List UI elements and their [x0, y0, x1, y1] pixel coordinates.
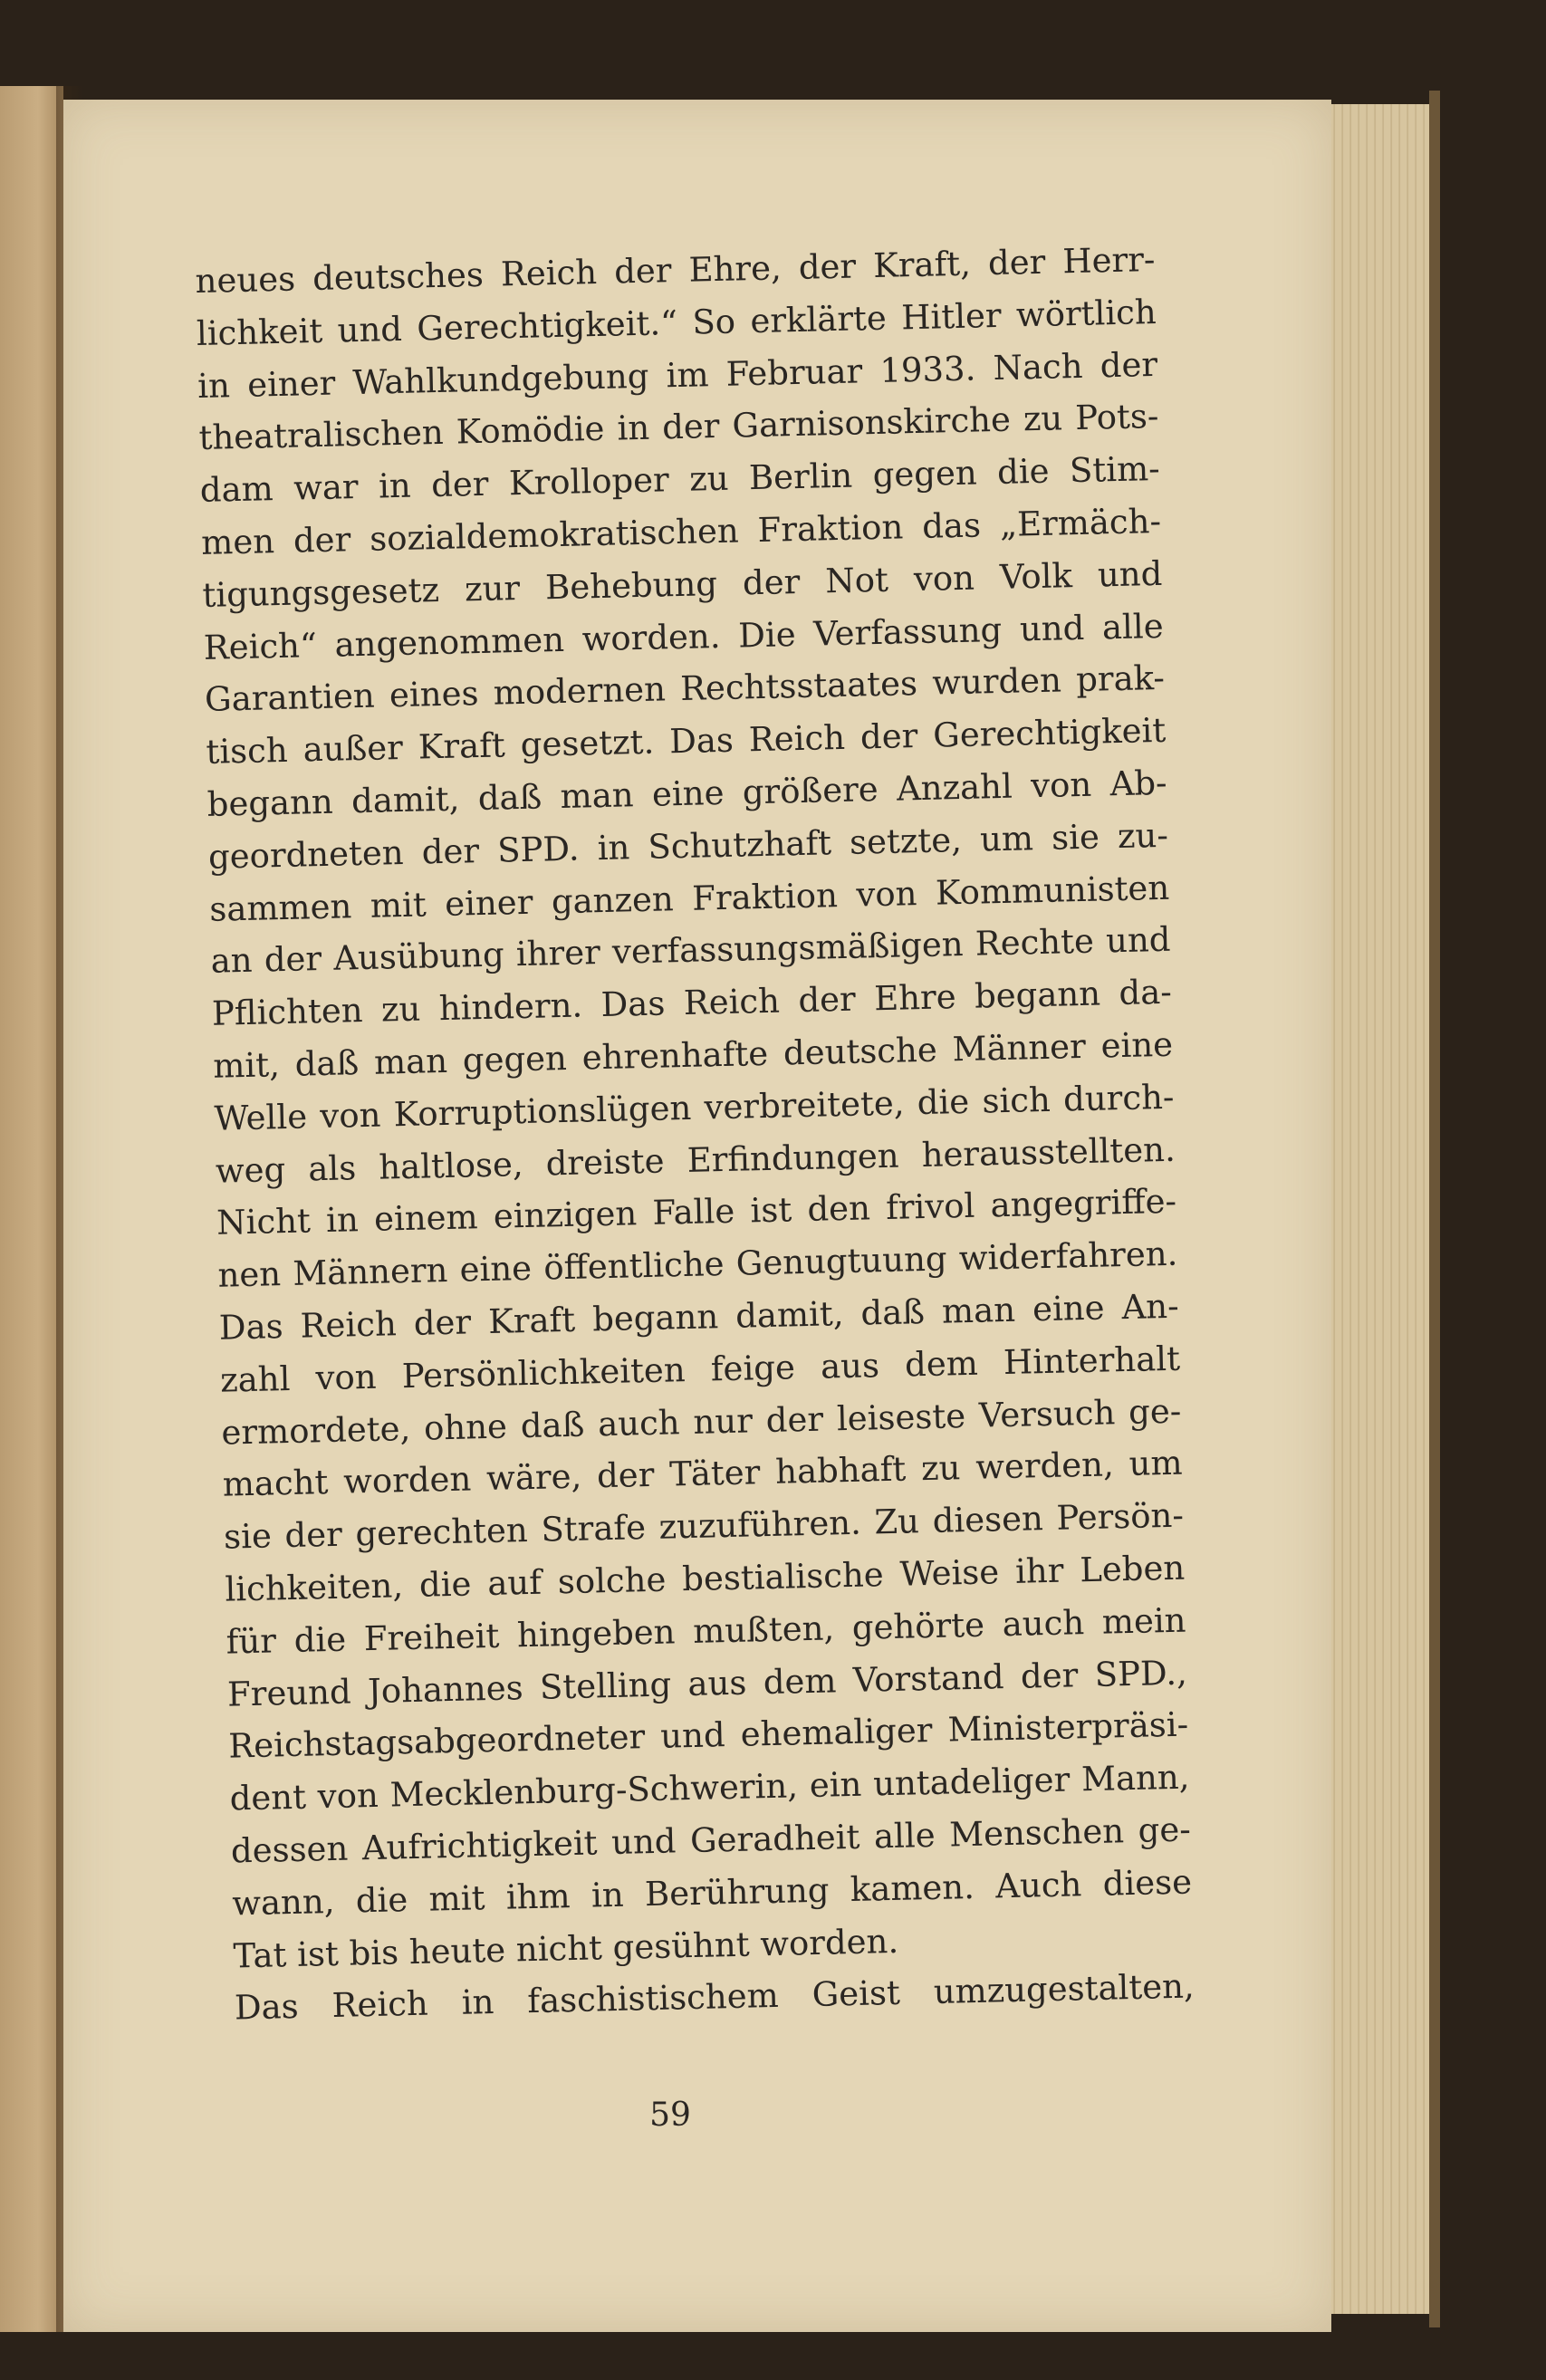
- text-line: men der sozialdemokratischen Fraktion das „Ermäch-: [200, 501, 1162, 562]
- text-line: an der Ausübung ihrer verfassungsmäßigen Rechte und: [210, 920, 1171, 982]
- text-line: Pflichten zu hindern. Das Reich der Ehre begann da-: [211, 972, 1173, 1033]
- text-line: Das Reich in faschistischem Geist umzugestalten,: [234, 1966, 1196, 2028]
- text-line: weg als haltlose, dreiste Erfindungen herausstellten.: [215, 1129, 1176, 1191]
- text-line: dent von Mecklenburg-Schwerin, ein untadeliger Mann,: [229, 1757, 1190, 1819]
- body-text: [195, 234, 1195, 2035]
- text-line: Freund Johannes Stelling aus dem Vorstand der SPD.,: [226, 1653, 1188, 1714]
- text-line: nen Männern eine öffentliche Genugtuung widerfahren.: [217, 1233, 1178, 1295]
- text-line: ermordete, ohne daß auch nur der leiseste Versuch ge-: [221, 1391, 1182, 1453]
- text-line: begann damit, daß man eine größere Anzahl von Ab-: [206, 763, 1167, 824]
- text-line: Das Reich der Kraft begann damit, daß man eine An-: [218, 1286, 1180, 1348]
- cover-edge: [1429, 91, 1440, 2327]
- text-line: sammen mit einer ganzen Fraktion von Kommunisten: [208, 868, 1170, 929]
- text-line: dessen Aufrichtigkeit und Geradheit alle Menschen ge-: [230, 1809, 1192, 1871]
- text-line: lichkeit und Gerechtigkeit.“ So erklärte Hitler wörtlich: [196, 292, 1157, 353]
- text-line: mit, daß man gegen ehrenhafte deutsche Männer eine: [212, 1024, 1174, 1086]
- text-line: Tat ist bis heute nicht gesühnt worden.: [233, 1921, 899, 1976]
- text-line: Reichstagsabgeordneter und ehemaliger Ministerpräsi-: [227, 1704, 1189, 1766]
- page-number: 59: [649, 2097, 691, 2134]
- left-page-edge: [0, 86, 63, 2332]
- text-line: wann, die mit ihm in Berührung kamen. Auch diese: [231, 1862, 1193, 1924]
- text-line: geordneten der SPD. in Schutzhaft setzte, um sie zu-: [207, 815, 1169, 877]
- text-line: zahl von Persönlichkeiten feige aus dem Hinterhalt: [219, 1339, 1181, 1400]
- text-line: für die Freiheit hingeben mußten, gehörte auch mein: [226, 1600, 1186, 1662]
- text-line: tigungsgesetz zur Behebung der Not von Volk und: [202, 553, 1163, 615]
- text-line: dam war in der Krolloper zu Berlin gegen die Stim-: [199, 449, 1161, 511]
- text-line: Reich“ angenommen worden. Die Verfassung und alle: [203, 606, 1165, 667]
- text-line: macht worden wäre, der Täter habhaft zu werden, um: [222, 1443, 1184, 1504]
- text-line: tisch außer Kraft gesetzt. Das Reich der Gerechtigkeit: [205, 710, 1167, 773]
- text-line: Welle von Korruptionslügen verbreitete, die sich durch-: [214, 1077, 1175, 1138]
- text-line: theatralischen Komödie in der Garnisonskirche zu Pots-: [198, 397, 1159, 458]
- text-line: sie der gerechten Strafe zuzuführen. Zu diesen Persön-: [223, 1495, 1185, 1557]
- text-line: Nicht in einem einzigen Falle ist den frivol angegriffe-: [216, 1182, 1177, 1243]
- text-line: neues deutsches Reich der Ehre, der Kraft, der Herr-: [195, 239, 1156, 301]
- text-line: lichkeiten, die auf solche bestialische Weise ihr Leben: [224, 1548, 1186, 1609]
- text-line: in einer Wahlkundgebung im Februar 1933. Nach der: [197, 344, 1158, 406]
- text-line: Garantien eines modernen Rechtsstaates wurden prak-: [204, 658, 1166, 720]
